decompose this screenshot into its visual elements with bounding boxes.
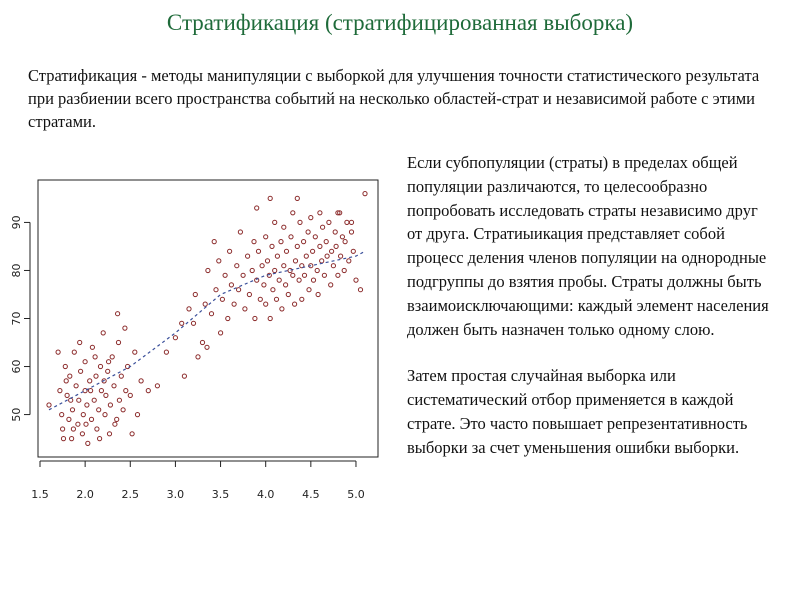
data-point: [74, 384, 78, 388]
data-point: [128, 393, 132, 397]
data-point: [97, 408, 101, 412]
data-point: [347, 259, 351, 263]
data-point: [322, 273, 326, 277]
data-point: [89, 417, 93, 421]
x-tick-label: 3.5: [211, 488, 230, 501]
data-point: [65, 393, 69, 397]
data-point: [275, 254, 279, 258]
data-point: [67, 417, 71, 421]
data-point: [284, 249, 288, 253]
y-tick-label: 70: [10, 311, 23, 326]
data-point: [295, 244, 299, 248]
right-paragraph-2: Затем простая случайная выборка или систематический отбор применяется в каждой страте. Это часто повышает репрезентативность выборки за счет уменьшения ошибки выборки.: [407, 366, 748, 457]
data-point: [321, 225, 325, 229]
data-point: [124, 389, 128, 393]
data-point: [155, 384, 159, 388]
data-point: [200, 340, 204, 344]
trend-line: [49, 251, 365, 409]
data-point: [84, 422, 88, 426]
data-point: [262, 283, 266, 287]
data-point: [311, 249, 315, 253]
data-point: [112, 384, 116, 388]
data-point: [349, 220, 353, 224]
data-point: [252, 240, 256, 244]
data-point: [94, 374, 98, 378]
data-point: [293, 302, 297, 306]
data-point: [241, 273, 245, 277]
data-point: [280, 307, 284, 311]
data-point: [70, 408, 74, 412]
data-point: [354, 278, 358, 282]
data-point: [336, 273, 340, 277]
data-point: [99, 389, 103, 393]
data-point: [247, 292, 251, 296]
data-point: [95, 427, 99, 431]
data-point: [253, 316, 257, 320]
data-point: [349, 230, 353, 234]
chart-axes: [10, 215, 365, 501]
data-point: [270, 244, 274, 248]
data-point: [119, 374, 123, 378]
data-point: [64, 379, 68, 383]
data-point: [302, 240, 306, 244]
data-point: [279, 240, 283, 244]
data-point: [79, 369, 83, 373]
data-point: [298, 220, 302, 224]
data-point: [327, 220, 331, 224]
data-point: [146, 389, 150, 393]
data-point: [63, 364, 67, 368]
data-point: [90, 345, 94, 349]
data-point: [76, 422, 80, 426]
data-point: [61, 427, 65, 431]
data-point: [277, 278, 281, 282]
data-point: [191, 321, 195, 325]
data-point: [264, 235, 268, 239]
data-point: [273, 220, 277, 224]
data-point: [116, 312, 120, 316]
data-point: [80, 432, 84, 436]
y-tick-label: 60: [10, 359, 23, 374]
data-point: [103, 413, 107, 417]
data-point: [209, 312, 213, 316]
data-point: [70, 437, 74, 441]
data-point: [217, 259, 221, 263]
data-point: [228, 249, 232, 253]
x-tick-label: 3.0: [166, 488, 185, 501]
data-point: [237, 288, 241, 292]
data-point: [78, 340, 82, 344]
data-point: [318, 211, 322, 215]
data-point: [258, 297, 262, 301]
data-point: [205, 345, 209, 349]
data-point: [220, 297, 224, 301]
data-point: [307, 288, 311, 292]
data-point: [315, 268, 319, 272]
data-point: [246, 254, 250, 258]
data-point: [56, 350, 60, 354]
data-point: [342, 268, 346, 272]
data-point: [333, 230, 337, 234]
data-point: [306, 230, 310, 234]
data-point: [300, 297, 304, 301]
data-point: [88, 379, 92, 383]
intro-paragraph: Стратификация - методы манипуляции с выборкой для улучшения точности статистического результата при разбиении всего пространства событий на несколько областей-страт и независимой работе с этими стратами.: [28, 66, 760, 131]
data-point: [68, 374, 72, 378]
data-point: [282, 225, 286, 229]
data-point: [358, 288, 362, 292]
data-point: [291, 211, 295, 215]
data-point: [238, 230, 242, 234]
slide-title: Стратификация (стратифицированная выборка): [166, 10, 634, 35]
right-text-column: [407, 151, 777, 460]
data-point: [302, 273, 306, 277]
data-point: [58, 389, 62, 393]
data-point: [107, 432, 111, 436]
data-point: [110, 355, 114, 359]
data-point: [316, 292, 320, 296]
data-point: [219, 331, 223, 335]
x-tick-label: 2.0: [76, 488, 94, 501]
data-point: [268, 316, 272, 320]
data-point: [92, 398, 96, 402]
data-point: [291, 273, 295, 277]
data-point: [243, 307, 247, 311]
x-tick-label: 2.5: [121, 488, 140, 501]
scatter-chart: [0, 170, 390, 515]
data-point: [286, 292, 290, 296]
data-point: [351, 249, 355, 253]
data-point: [293, 259, 297, 263]
data-point: [311, 278, 315, 282]
data-point: [232, 302, 236, 306]
data-point: [133, 350, 137, 354]
data-point: [173, 336, 177, 340]
data-point: [214, 288, 218, 292]
data-point: [343, 240, 347, 244]
data-point: [295, 196, 299, 200]
data-point: [81, 413, 85, 417]
data-point: [331, 264, 335, 268]
data-point: [193, 292, 197, 296]
data-point: [113, 422, 117, 426]
data-point: [313, 235, 317, 239]
data-point: [265, 259, 269, 263]
data-point: [206, 268, 210, 272]
data-point: [108, 403, 112, 407]
data-point: [309, 216, 313, 220]
data-point: [320, 259, 324, 263]
data-point: [345, 220, 349, 224]
data-point: [223, 273, 227, 277]
data-point: [89, 389, 93, 393]
data-point: [104, 393, 108, 397]
data-point: [203, 302, 207, 306]
data-point: [274, 297, 278, 301]
data-point: [187, 307, 191, 311]
data-point: [334, 244, 338, 248]
data-point: [282, 264, 286, 268]
data-point: [98, 364, 102, 368]
data-point: [123, 326, 127, 330]
data-point: [130, 432, 134, 436]
data-point: [164, 350, 168, 354]
data-point: [121, 408, 125, 412]
data-point: [256, 249, 260, 253]
data-point: [284, 283, 288, 287]
x-tick-label: 5.0: [347, 488, 365, 501]
data-point: [77, 398, 81, 402]
data-point: [324, 240, 328, 244]
y-tick-label: 90: [10, 215, 23, 230]
data-point: [93, 355, 97, 359]
data-point: [116, 340, 120, 344]
data-point: [297, 278, 301, 282]
x-tick-label: 1.5: [31, 488, 49, 501]
y-tick-label: 50: [10, 407, 23, 422]
data-point: [264, 302, 268, 306]
data-point: [101, 331, 105, 335]
data-point: [229, 283, 233, 287]
data-point: [339, 254, 343, 258]
data-point: [329, 283, 333, 287]
data-point: [180, 321, 184, 325]
data-point: [330, 249, 334, 253]
data-point: [226, 316, 230, 320]
data-point: [61, 437, 65, 441]
data-point: [304, 254, 308, 258]
data-point: [268, 196, 272, 200]
data-point: [86, 441, 90, 445]
data-point: [117, 398, 121, 402]
data-point: [289, 235, 293, 239]
right-paragraph-1: Если субпопуляции (страты) в пределах общей популяции различаются, то целесообразно попробовать исследовать страты независимо друг от друга. Стратиыикация представляет собой процесс деления членов популяции на однородные подгруппы до взятия пробы. Страты должны быть взаимоисключающими: каждый элемент населения должен быть назначен только одному слою.: [407, 153, 769, 339]
data-point: [83, 360, 87, 364]
data-point: [273, 268, 277, 272]
data-point: [250, 268, 254, 272]
data-point: [325, 254, 329, 258]
data-point: [106, 369, 110, 373]
data-point: [235, 264, 239, 268]
data-point: [139, 379, 143, 383]
data-point: [107, 360, 111, 364]
data-point: [318, 244, 322, 248]
data-point: [47, 403, 51, 407]
data-point: [212, 240, 216, 244]
data-point: [98, 437, 102, 441]
data-point: [72, 350, 76, 354]
data-point: [115, 417, 119, 421]
data-point: [83, 389, 87, 393]
data-point: [60, 413, 64, 417]
chart-points: [47, 192, 367, 446]
y-tick-label: 80: [10, 263, 23, 278]
data-point: [71, 427, 75, 431]
data-point: [255, 206, 259, 210]
x-tick-label: 4.0: [256, 488, 275, 501]
data-point: [271, 288, 275, 292]
x-tick-label: 4.5: [302, 488, 320, 501]
data-point: [363, 192, 367, 196]
data-point: [340, 235, 344, 239]
data-point: [196, 355, 200, 359]
data-point: [288, 268, 292, 272]
data-point: [260, 264, 264, 268]
data-point: [182, 374, 186, 378]
data-point: [135, 413, 139, 417]
data-point: [85, 403, 89, 407]
